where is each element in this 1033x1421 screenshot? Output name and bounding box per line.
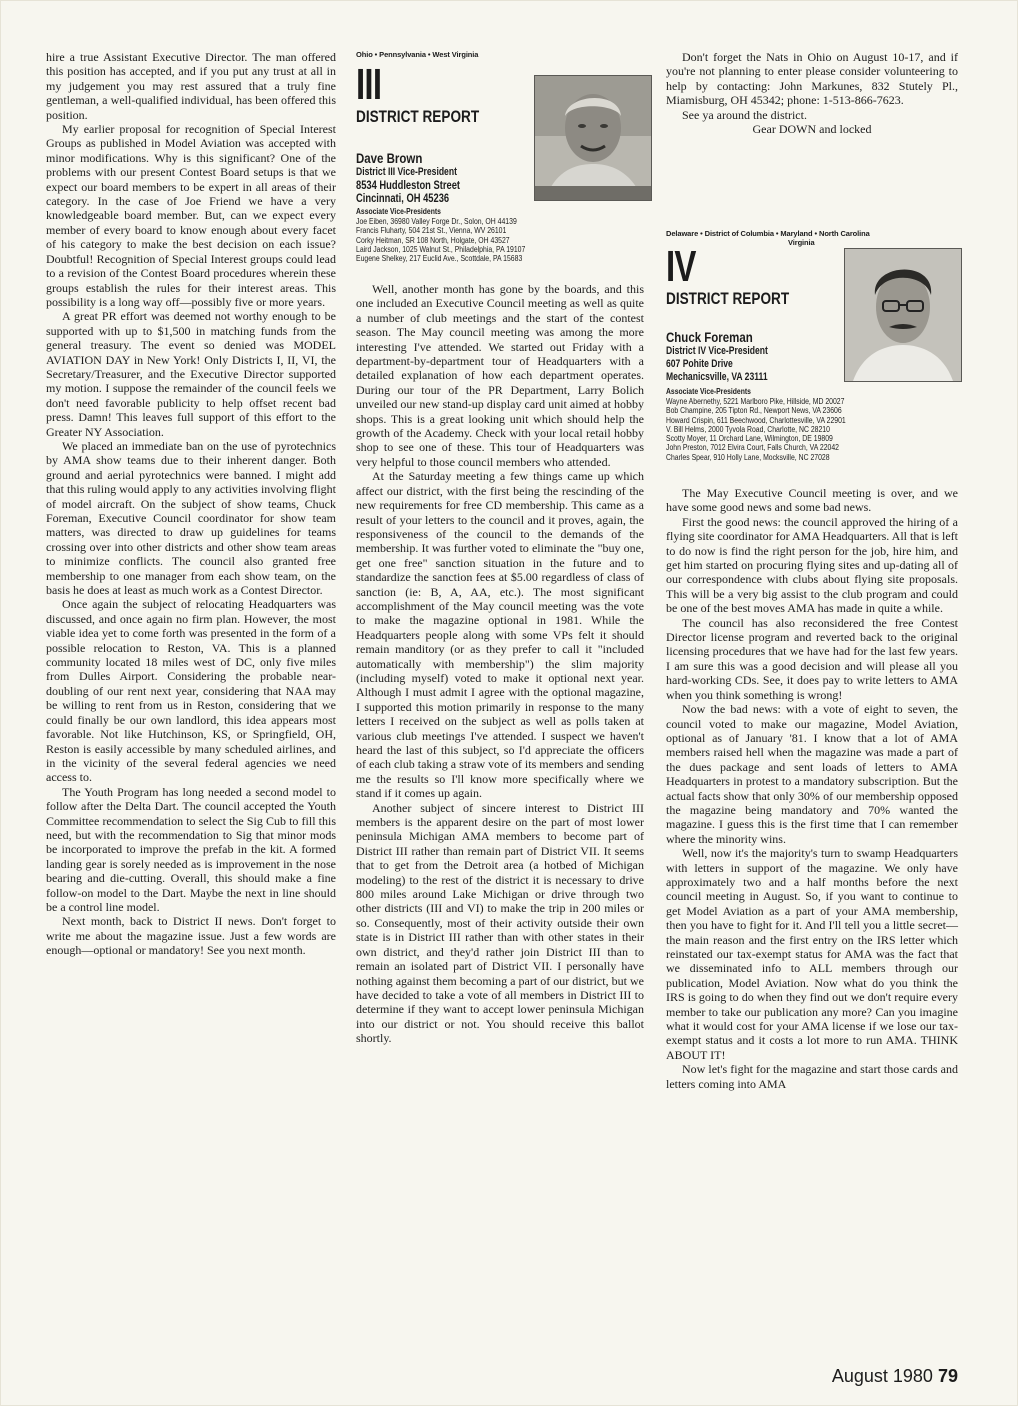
vp-city: Mechanicsville, VA 23111 (666, 371, 768, 383)
associates-label: Associate Vice-Presidents (666, 387, 751, 396)
paragraph: Another subject of sincere interest to District III members is the apparent desire on the part of most lower peninsula Michigan AMA members to become part of District III rather than remain part of District VII. It seems that to get from the Detroit area (a hotbed of Michigan modeling) to the rest of the district it is necessary to drive 800 miles around Lake Michigan or drive through two other districts (III and VI) to make the trip in 200 miles or so. Consequently, most of their activity outside their own state is in District III rather than with other states in their own district, and they'd rather join District III than to remain an isolated part of District VII. I personally have nothing against them becoming a part of our district, but we have decided to take a vote of all members in District III to determine if they want to accept lower peninsula Michigan into our district or not. You should receive this ballot shortly. (356, 800, 644, 1046)
associate-vp: Corky Heitman, SR 108 North, Holgate, OH 43527 (356, 234, 510, 245)
paragraph: See ya around the district. (682, 107, 807, 122)
associate-vp: Francis Fluharty, 504 21st St., Vienna, WV 26101 (356, 225, 507, 236)
vp-portrait-photo (534, 75, 652, 201)
column-1 (46, 50, 336, 958)
district-4-body (666, 486, 958, 1091)
paragraph: Now the bad news: with a vote of eight to seven, the council voted to make our magazine, Model Aviation, optional as of January '81. I know that a lot of AMA members raised hell when the magazine was made a part of the dues package and sent loads of letters to AMA Headquarters in protest to a mandatory subscription. But the actual facts show that only 30% of our membership opposed the magazine being mandatory and 70% wanted the magazine. I guess this is the first time that I can remember where the minority wins. (666, 702, 958, 846)
vp-city: Cincinnati, OH 45236 (356, 191, 450, 205)
associate-vp: Scotty Moyer, 11 Orchard Lane, Wilmington, DE 19809 (666, 433, 833, 444)
associate-vp: Bob Champine, 205 Tipton Rd., Newport News, VA 23606 (666, 405, 842, 416)
associate-vp: Howard Crispin, 611 Beechwood, Charlottesville, VA 22901 (666, 414, 846, 425)
district-report-title: DISTRICT REPORT (356, 107, 480, 126)
paragraph: Next month, back to District II news. Don't forget to write me about the magazine issue. Just a few words are enough—optional or mandatory! See you next month. (46, 914, 336, 958)
vp-role: District III Vice-President (356, 166, 457, 178)
district-states-line-2: Virginia (788, 238, 815, 247)
vp-portrait-photo (844, 248, 962, 382)
paragraph: First the good news: the council approved the hiring of a flying site coordinator for AMA Headquarters. All that is left to do now is find the right person for the job, hire him, and get him started on procuring flying sites and up-dating all of our correspondence with clubs about flying site proposals. This will be a very big assist to the club program and could be one of the best moves AMA has made in quite a while. (666, 514, 958, 616)
district-report-title: DISTRICT REPORT (666, 289, 790, 308)
associates-label: Associate Vice-Presidents (356, 207, 441, 216)
district-numeral: III (356, 60, 382, 109)
district-3-body (356, 282, 644, 1046)
portrait-illustration (535, 76, 651, 200)
vp-street: 8534 Huddleston Street (356, 178, 461, 192)
paragraph: The Youth Program has long needed a second model to follow after the Delta Dart. The council accepted the Youth Committee recommendation to select the Sig Cub to fill this need, but with the recommendation to Sig that minor mods be incorporated to improve the prefab in the kit. A formed landing gear is sorely needed as is improvement in the nose bearing and die-cutting. Overall, this should make a fine follow-on model to the Dart. Maybe the next in line should be a control line model. (46, 784, 336, 914)
page-footer (832, 1366, 958, 1387)
associate-vp: Wayne Abernethy, 5221 Marlboro Pike, Hillside, MD 20027 (666, 396, 845, 406)
paragraph: A great PR effort was deemed not worthy enough to be supported with up to $1,500 in matching funds from the general treasury. The event so denied was MODEL AVIATION DAY in New York! Only Districts I, II, VI, the Secretary/Treasurer, and the Executive Director supported my motion. I suppose the remainder of the council feels we don't need favorable publicity to help offset recent bad press. Damn! This leaves full support of this effort to the Greater NY Association. (46, 309, 336, 439)
paragraph: At the Saturday meeting a few things came up which affect our district, with the first being the rescinding of the new requirements for free CD membership. This came as a result of your letters to the council and it proves, again, the responsiveness of the council to the demands of the membership. It was further voted to eliminate the "buy one, get one free" sanction situation in the future and to standardize the sanction fees at $5.00 regardless of class of sanction (ie: B, A, AA, etc.). The most significant accomplishment of the May council meeting was the vote to make the magazine optional in 1981. While the Headquarters people along with some VPs felt it should remain manditory (or as they prefer to call it "included automatically with membership") the slim majority (including myself) voted to make it optional next year. Although I must admit I agree with the optional magazine, I supported this motion primarily in response to the many letters I received on the subject as well as polls taken at various club meetings I've attended. I suspect we haven't heard the last of this subject, so I'd appreciate the officers of each club taking a straw vote of its members and sending me the results so I'll know more specifically where we stand if it comes up again. (356, 469, 644, 801)
page-number: 79 (937, 1366, 958, 1386)
associate-vp: V. Bill Helms, 2000 Tyvola Road, Charlotte, NC 28210 (666, 423, 830, 434)
paragraph: Well, another month has gone by the boards, and this one included an Executive Council meeting as well as quite a number of club meetings and the start of the contest season. The May council meeting was among the more interesting I've attended. We started out Friday with a department-by-department tour of Headquarters with a detailed explanation of how each department operates. During our tour of the PR Department, Larry Bolich unveiled our new stand-up display card unit aimed at hobby shops. This is a great looking unit which should help the growth of the Academy. Check with your local retail hobby shop to see one of these. This tour of Headquarters was very helpful to those council members who attended. (356, 282, 644, 469)
vp-name: Dave Brown (356, 150, 423, 166)
paragraph: My earlier proposal for recognition of Special Interest Groups as published in Model Aviation was accepted with minor modifications. Why is this significant? One of the problems with our present Contest Board setups is that we expect our board members to be expert in all areas of their category. In the case of Joe Friend we have a very knowledgeable board member. But, can we expect every member of every board to know enough about every facet of his category to make the best decision on each issue? Doubtful! Recognition of Special Interest groups could lead to a revision of the Contest Board procedures wherein these groups establish the rules for their interest areas. This possibility is a long way off—possibly five or more years. (46, 122, 336, 309)
associate-vp: John Preston, 7012 Elvira Court, Falls Church, VA 22042 (666, 442, 839, 453)
issue-date: August 1980 (831, 1366, 933, 1386)
signoff: Gear DOWN and locked (752, 122, 872, 137)
vp-role: District IV Vice-President (666, 345, 768, 357)
paragraph: Well, now it's the majority's turn to swamp Headquarters with letters in support of the magazine. We only have approximately two and a half months before the next council meeting in August. So, if you want to continue to get Model Aviation as a part of your AMA membership, then you have to fight for it. And I'll tell you a little secret—the main reason and the first entry on the IRS letter which reinstated our tax-exempt status for AMA was the fact that we disseminated info to ALL members through our publication, Model Aviation. Now what do you think the IRS is going to do when they find out we don't require every member to take our publication any more? Can you imagine what it would cost for your AMA license if we lose our tax-exempt status and it costs a lot more to run AMA. THINK ABOUT IT! (666, 846, 958, 1062)
paragraph: Don't forget the Nats in Ohio on August 10-17, and if you're not planning to enter please consider volunteering to help by contacting: John Markunes, 832 Stutely Pl., Miamisburg, OH 45342; phone: 1-513-866-7623. (666, 50, 958, 108)
paragraph: Once again the subject of relocating Headquarters was discussed, and once again no firm plan. However, the most viable idea yet to come forth was presented in the form of a possible relocation to Reston, VA. This is a planned community located 18 miles west of DC, only five miles from Dulles Airport. Considering the probable near-doubling of our rent next year, considering that NAA may be willing to rent from us in Reston, considering that we could finally be our own landlord, this idea appears most favorable. Not like Hutchinson, KS, or Springfield, OH, Reston is easily accessible by many scheduled airlines, and in the vicinity of the several federal agencies we need access to. (46, 597, 336, 785)
portrait-illustration (845, 249, 961, 381)
column-3-top (666, 50, 958, 136)
associate-vp: Laird Jackson, 1025 Walnut St., Philadelphia, PA 19107 (356, 243, 526, 254)
vp-name: Chuck Foreman (666, 329, 753, 345)
associate-vp: Eugene Shelkey, 217 Euclid Ave., Scottdale, PA 15683 (356, 253, 523, 264)
associate-vp: Charles Spear, 910 Holly Lane, Mocksville, NC 27028 (666, 451, 830, 462)
paragraph: The May Executive Council meeting is over, and we have some good news and some bad news. (666, 486, 958, 515)
district-states: Delaware • District of Columbia • Maryland • North Carolina (666, 229, 870, 238)
vp-street: 607 Pohite Drive (666, 358, 733, 370)
district-states: Ohio • Pennsylvania • West Virginia (356, 50, 479, 59)
paragraph: The council has also reconsidered the free Contest Director license program and reverted back to the original licensing procedures that we have had for the last few years. I am sure this was a good decision and will please all you hard-working CDs. See, it does pay to write letters to AMA when you think something is wrong! (666, 615, 958, 702)
paragraph: We placed an immediate ban on the use of pyrotechnics by AMA show teams due to their inherent danger. Both ground and aerial pyrotechnics were banned. I might add that this ruling would apply to any activities involving flight of model aircraft. On the subject of show teams, Chuck Foreman, Executive Council coordinator for show team matters, was directed to draw up guidelines for teams crossing over into other districts and other show team areas to minimize conflicts. The council also granted free membership to one manager from each show team, on the basis he does at least as much work as a Contest Director. (46, 438, 336, 598)
associate-vp: Joe Eiben, 36980 Valley Forge Dr., Solon, OH 44139 (356, 216, 517, 226)
paragraph: hire a true Assistant Executive Director. The man offered this position has accepted, and if you put any trust at all in my judgement you may rest assured that a truly fine gentleman, a well-qualified individual, has been offered this position. (46, 50, 336, 122)
district-numeral: IV (666, 242, 696, 291)
paragraph: Now let's fight for the magazine and start those cards and letters coming into AMA (666, 1062, 958, 1091)
